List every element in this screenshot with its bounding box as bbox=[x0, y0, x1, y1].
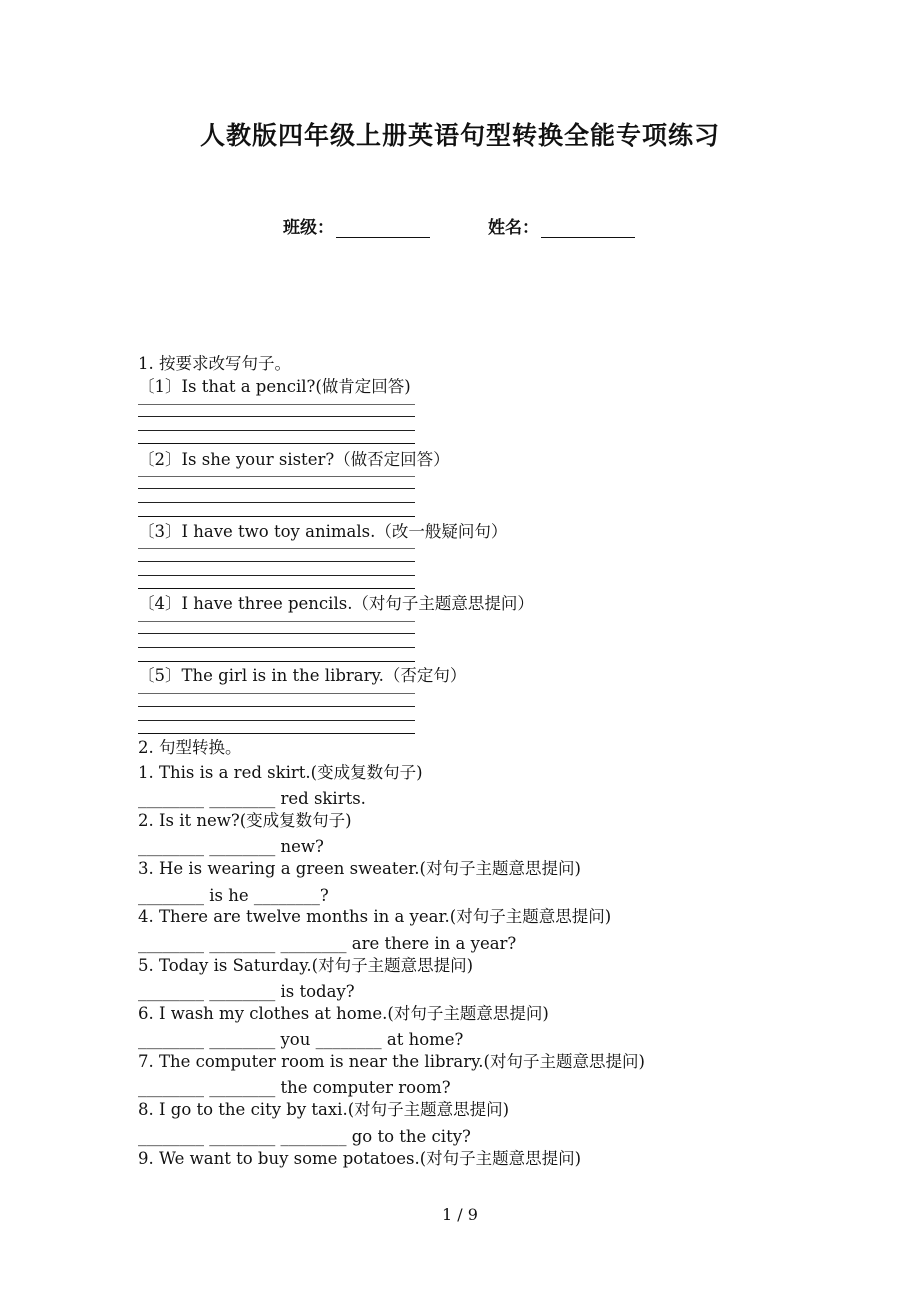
answer-line[interactable] bbox=[138, 561, 415, 562]
s2-answer[interactable]: ________ ________ new? bbox=[138, 837, 324, 856]
answer-line[interactable] bbox=[138, 661, 415, 662]
s2-question: 5. Today is Saturday.(对句子主题意思提问) bbox=[138, 956, 474, 975]
answer-line[interactable] bbox=[138, 588, 415, 589]
class-label: 班级： bbox=[283, 218, 334, 238]
answer-line[interactable] bbox=[138, 647, 415, 648]
name-blank[interactable] bbox=[541, 219, 635, 238]
s2-answer[interactable]: ________ ________ is today? bbox=[138, 982, 355, 1001]
answer-line[interactable] bbox=[138, 621, 415, 622]
section2-heading: 2. 句型转换。 bbox=[138, 738, 242, 757]
s2-question: 4. There are twelve months in a year.(对句子主题意思提问) bbox=[138, 907, 612, 926]
s1-item-2: 〔2〕Is she your sister?（做否定回答） bbox=[138, 450, 450, 469]
answer-line[interactable] bbox=[138, 548, 415, 549]
s2-question: 6. I wash my clothes at home.(对句子主题意思提问) bbox=[138, 1004, 549, 1023]
s1-item-1: 〔1〕Is that a pencil?(做肯定回答) bbox=[138, 377, 411, 396]
s2-answer[interactable]: ________ ________ ________ are there in a year? bbox=[138, 934, 517, 953]
class-blank[interactable] bbox=[336, 219, 430, 238]
s2-answer[interactable]: ________ ________ the computer room? bbox=[138, 1078, 451, 1097]
answer-line[interactable] bbox=[138, 443, 415, 444]
answer-line[interactable] bbox=[138, 416, 415, 417]
s2-question: 2. Is it new?(变成复数句子) bbox=[138, 811, 352, 830]
answer-line[interactable] bbox=[138, 633, 415, 634]
answer-line[interactable] bbox=[138, 693, 415, 694]
s2-question: 9. We want to buy some potatoes.(对句子主题意思提问) bbox=[138, 1149, 582, 1168]
answer-line[interactable] bbox=[138, 430, 415, 431]
section1-heading: 1. 按要求改写句子。 bbox=[138, 354, 291, 373]
s2-answer[interactable]: ________ ________ you ________ at home? bbox=[138, 1030, 464, 1049]
answer-line[interactable] bbox=[138, 476, 415, 477]
answer-line[interactable] bbox=[138, 502, 415, 503]
class-field bbox=[283, 213, 430, 238]
s1-item-4: 〔4〕I have three pencils.（对句子主题意思提问） bbox=[138, 594, 534, 613]
answer-line[interactable] bbox=[138, 575, 415, 576]
s2-question: 3. He is wearing a green sweater.(对句子主题意思提问) bbox=[138, 859, 581, 878]
s1-item-5: 〔5〕The girl is in the library.（否定句） bbox=[138, 666, 467, 685]
answer-line[interactable] bbox=[138, 706, 415, 707]
answer-line[interactable] bbox=[138, 733, 415, 734]
s2-answer[interactable]: ________ ________ red skirts. bbox=[138, 789, 366, 808]
answer-line[interactable] bbox=[138, 488, 415, 489]
s1-item-3: 〔3〕I have two toy animals.（改一般疑问句） bbox=[138, 522, 508, 541]
s2-question: 8. I go to the city by taxi.(对句子主题意思提问) bbox=[138, 1100, 510, 1119]
s2-question: 1. This is a red skirt.(变成复数句子) bbox=[138, 763, 423, 782]
answer-line[interactable] bbox=[138, 720, 415, 721]
name-field bbox=[488, 213, 635, 238]
answer-line[interactable] bbox=[138, 516, 415, 517]
name-label: 姓名： bbox=[488, 218, 539, 238]
s2-answer[interactable]: ________ ________ ________ go to the city? bbox=[138, 1127, 471, 1146]
s2-question: 7. The computer room is near the library.(对句子主题意思提问) bbox=[138, 1052, 645, 1071]
page-title: 人教版四年级上册英语句型转换全能专项练习 bbox=[199, 121, 720, 150]
page-indicator: 1 / 9 bbox=[442, 1205, 478, 1224]
s2-answer[interactable]: ________ is he ________? bbox=[138, 886, 329, 905]
answer-line[interactable] bbox=[138, 404, 415, 405]
